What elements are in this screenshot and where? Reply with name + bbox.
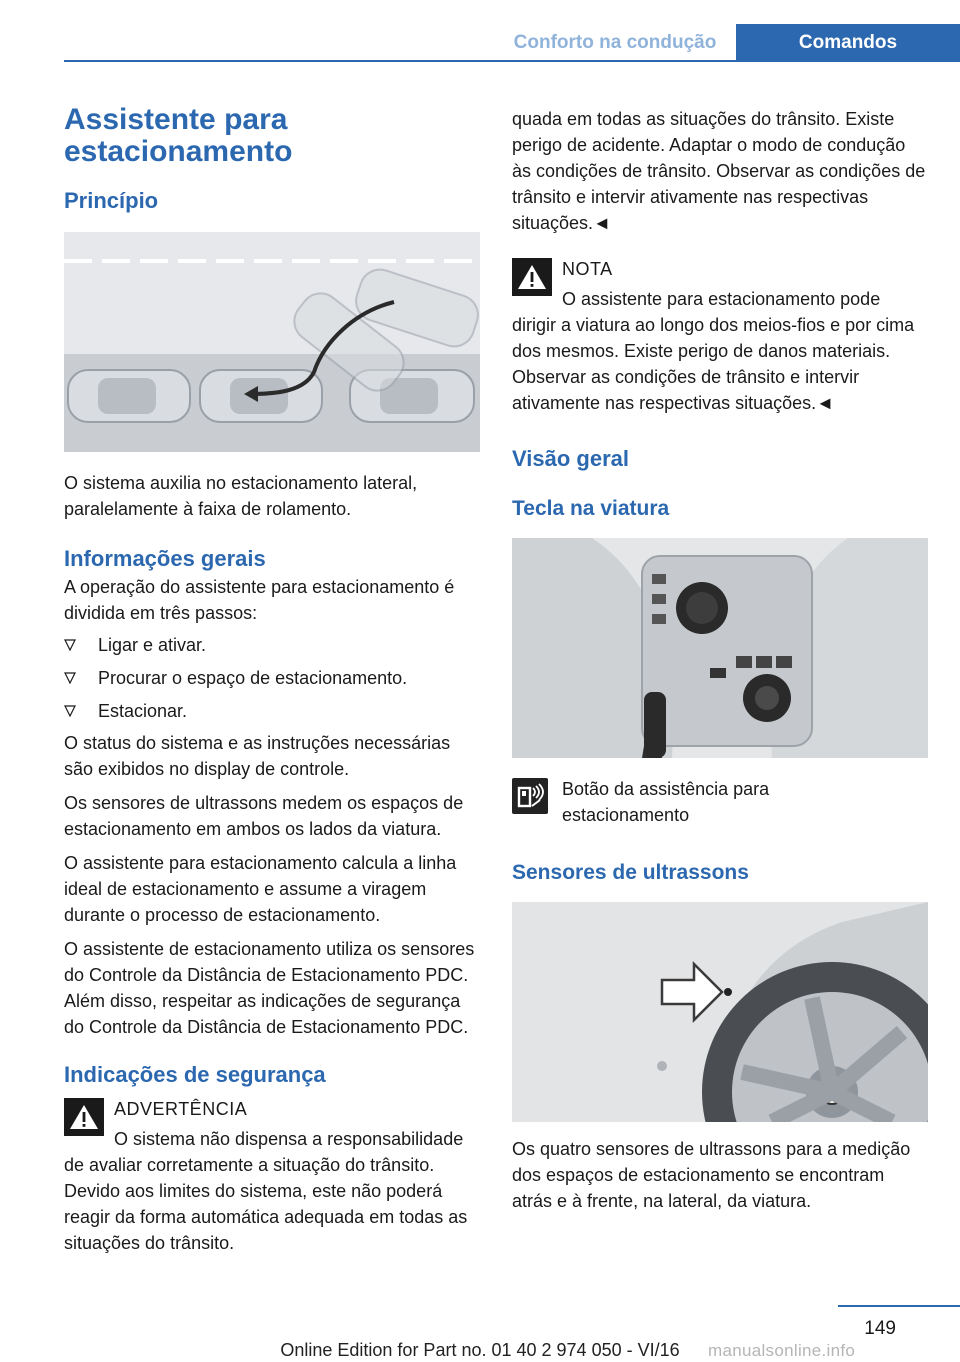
warning-block <box>64 1096 480 1140</box>
parking-car <box>200 370 322 422</box>
watermark: manualsonline.info <box>708 1341 856 1360</box>
page-number: 149 <box>864 1318 896 1339</box>
list-item: Procurar o espaço de estacionamento. <box>64 665 480 691</box>
warning-title: ADVERTÊNCIA <box>114 1099 248 1119</box>
chapter-tab: Comandos <box>736 24 960 62</box>
page-title: Assistente para estacionamento <box>64 103 293 168</box>
steps-list <box>64 632 480 724</box>
overview-heading: Visão geral <box>512 446 629 471</box>
left-column <box>64 104 480 1256</box>
note-text: O assistente para estacionamento pode dirigir a viatura ao longo dos meios-fios e por cima dos mesmos. Existe perigo de danos materiais. Observar as condições de trânsito e intervir ativamente nas respectivas situações.◄ <box>512 289 915 413</box>
general-heading: Informações gerais <box>64 546 266 571</box>
triangle-bullet-icon <box>64 672 76 684</box>
parking-diagram <box>64 232 480 452</box>
warning-triangle-icon <box>64 1098 104 1136</box>
list-item: Ligar e ativar. <box>64 632 480 658</box>
list-item: Estacionar. <box>64 698 480 724</box>
footer-edition: Online Edition for Part no. 01 40 2 974 050 - VI/16 <box>280 1340 680 1360</box>
sensors-paragraph: Os sensores de ultrassons medem os espaços de estacionamento em ambos os lados da viatura. <box>64 793 464 839</box>
park-assist-icon <box>512 778 548 814</box>
principle-text: O sistema auxilia no estacionamento lateral, paralelamente à faixa de rolamento. <box>64 473 418 519</box>
calculation-paragraph: O assistente para estacionamento calcula a linha ideal de estacionamento e assume a viragem durante o processo de estacionamento. <box>64 853 457 925</box>
section-tab: Conforto na condução <box>513 32 717 53</box>
status-paragraph: O status do sistema e as instruções necessárias são exibidos no display de controle. <box>64 733 451 779</box>
warning-triangle-icon <box>512 258 552 296</box>
sensor-photo <box>512 902 928 1122</box>
general-intro: A operação do assistente para estacionamento é dividida em três passos: <box>64 577 455 623</box>
warning-continued: quada em todas as situações do trânsito. Existe perigo de acidente. Adaptar o modo de condução às condições de trânsito. Observar as condições de trânsito e intervir ativamente nas respectivas situações.◄ <box>512 109 926 233</box>
right-column <box>512 104 928 1214</box>
principle-heading: Princípio <box>64 188 159 213</box>
sensors-text: Os quatro sensores de ultrassons para a medição dos espaços de estacionamento se encontram atrás e à frente, na lateral, da viatura. <box>512 1139 911 1211</box>
note-block <box>512 256 928 300</box>
console-photo <box>512 538 928 758</box>
note-title: NOTA <box>562 259 613 279</box>
parked-car-left <box>68 370 190 422</box>
safety-heading: Indicações de segurança <box>64 1062 326 1087</box>
warning-text: O sistema não dispensa a responsabilidade de avaliar corretamente a situação do trânsito. Devido aos limites do sistema, este não poderá reagir da forma automática adequada em todas as situações do trânsito. <box>64 1129 468 1253</box>
button-caption: Botão da assistência para estacionamento <box>562 779 770 825</box>
sensors-heading: Sensores de ultrassons <box>512 861 749 884</box>
button-caption-row <box>512 776 928 828</box>
triangle-bullet-icon <box>64 639 76 651</box>
button-heading: Tecla na viatura <box>512 497 670 520</box>
pdc-paragraph: O assistente de estacionamento utiliza os sensores do Controle da Distância de Estacionamento PDC. Além disso, respeitar as indicações de segurança do Controle da Distância de Estacionamento PDC. <box>64 939 475 1037</box>
triangle-bullet-icon <box>64 705 76 717</box>
footer-rule <box>838 1305 960 1307</box>
